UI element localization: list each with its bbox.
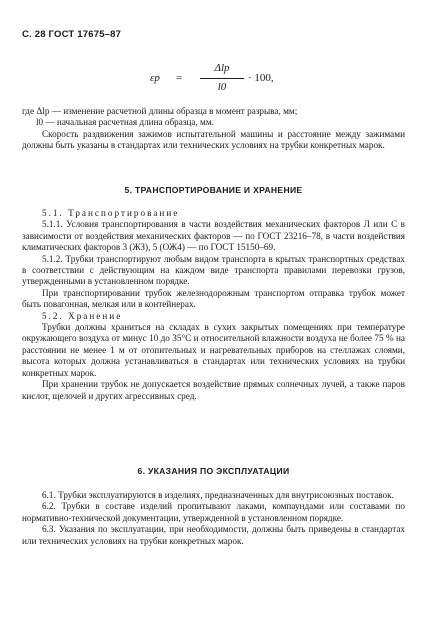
section-6-body xyxy=(22,490,405,547)
page-header: С. 28 ГОСТ 17675–87 xyxy=(22,29,122,40)
paragraph-rail-transport: При транспортировании трубок железнодорожным транспортом отправка трубок может быть повагонная, мелкая или в контейнерах. xyxy=(22,287,405,310)
formula-equals: = xyxy=(176,72,183,84)
section-5-title: 5. ТРАНСПОРТИРОВАНИЕ И ХРАНЕНИЕ xyxy=(124,185,303,195)
formula-multiplier: · 100, xyxy=(248,72,274,84)
formula-denominator: l0 xyxy=(217,81,227,93)
definition-delta-l: где Δlp — изменение расчетной длины образца в момент разрыва, мм; xyxy=(22,106,298,116)
definition-l0: l0 — начальная расчетная длина образца, мм. xyxy=(36,117,214,128)
paragraph-5-1-1: 5.1.1. Условия транспортирования в части воздействия механических факторов Л или С в зависимости от воздействия механических факторов — по ГОСТ 23216–78, в части воздействия климатических факторов 3 (ЖЗ), 5 (ОЖ4) — по ГОСТ 15150–69. xyxy=(22,219,405,253)
subsection-5-1-heading: 5.1. Транспортирование xyxy=(42,208,180,218)
fraction-bar xyxy=(200,78,244,79)
paragraph-6-3: 6.3. Указания по эксплуатации, при необходимости, должны быть приведены в стандартах или технических условиях на трубки конкретных марок. xyxy=(22,524,405,546)
paragraph-6-2: 6.2. Трубки в составе изделий пропитывают лаками, компаундами или составами по нормативно-технической документации, утвержденной в установленном порядке. xyxy=(22,501,405,523)
paragraph-storage-conditions: Трубки должны храниться на складах в сухих закрытых помещениях при температуре окружающего воздуха от минус 10 до 35°С и относительной влажности воздуха не более 75 % на расстоянии не менее 1 м от отопительных и нагревательных приборов на стеллажах слоями, высота которых должна устанавливаться в стандартах или технических условиях на трубки конкретных марок. xyxy=(22,322,405,378)
paragraph-6-1: 6.1. Трубки эксплуатируются в изделиях, предназначенных для внутрисоюзных поставок. xyxy=(42,490,394,500)
formula-lhs: εp xyxy=(150,72,160,84)
paragraph-5-1-2: 5.1.2. Трубки транспортируют любым видом транспорта в крытых транспортных средствах в соответствии с действующим на каждом виде транспорта правилами перевозки грузов, утвержденными в установленном порядке. xyxy=(22,253,405,287)
elongation-formula xyxy=(0,60,427,104)
formula-numerator: Δlp xyxy=(214,62,230,74)
subsection-5-2-heading: 5.2. Хранение xyxy=(42,310,123,321)
section-5-body xyxy=(22,208,405,402)
definitions-block xyxy=(22,106,405,152)
paragraph-storage-restrictions: При хранении трубок не допускается воздействие прямых солнечных лучей, а также паров кислот, щелочей и других агрессивных сред. xyxy=(22,379,405,401)
clamp-speed-paragraph: Скорость раздвижения зажимов испытательной машины и расстояние между зажимами должны быть указаны в стандартах или технических условиях на трубки конкретных марок. xyxy=(22,128,405,151)
section-6-title: 6. УКАЗАНИЯ ПО ЭКСПЛУАТАЦИИ xyxy=(137,466,290,476)
